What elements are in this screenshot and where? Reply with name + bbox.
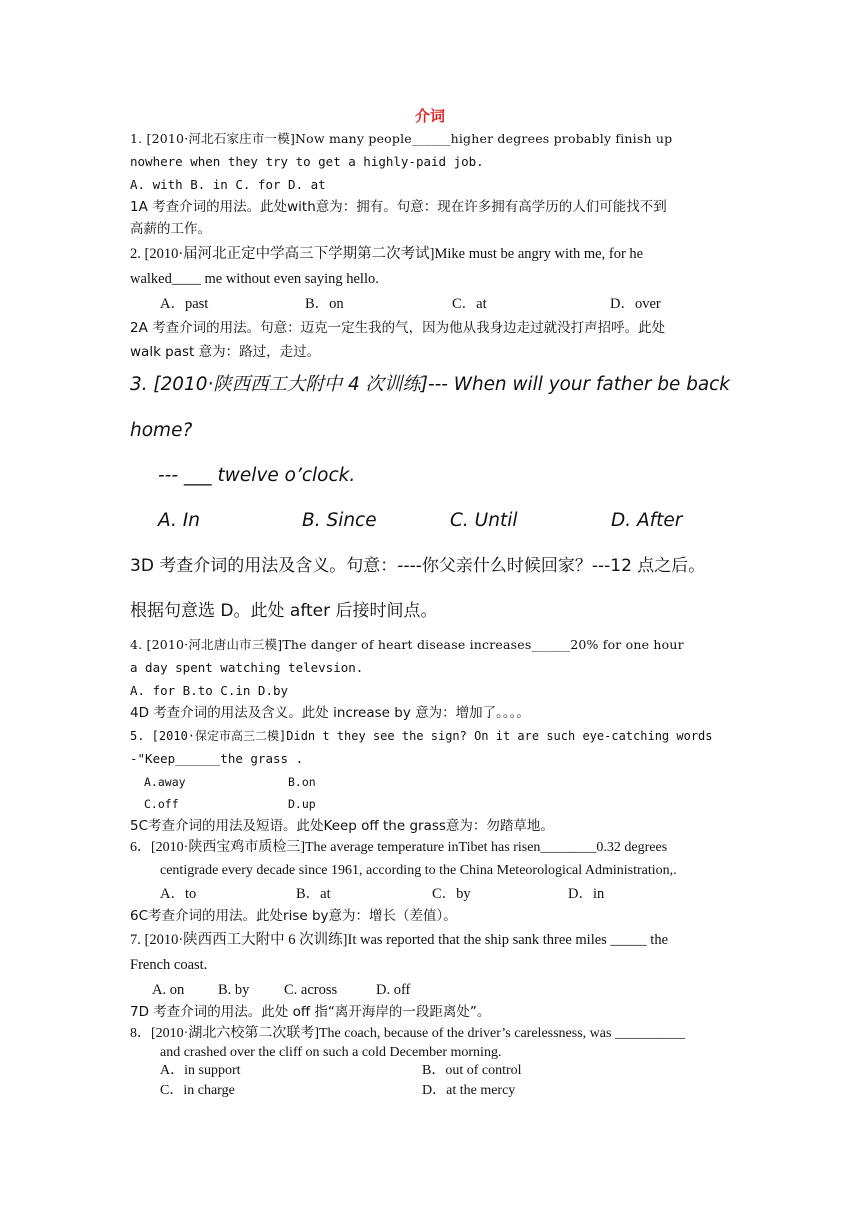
answer-2-line-2: walk past 意为：路过，走过。 [130,344,321,360]
question-1-line-1: 1. [2010·河北石家庄市一模]Now many people______higher degrees probably finish up [130,131,673,146]
question-6-option-b: B．at [296,886,331,902]
question-4-options: A. for B.to C.in D.by [130,683,289,698]
question-7-option-a: A. on [152,982,185,998]
question-2-option-d: D．over [610,296,661,312]
question-5-line-2: -"Keep______the grass . [130,751,304,766]
question-3-line-3: --- ___ twelve o’clock. [158,465,356,486]
question-1-line-2: nowhere when they try to get a highly-paid job. [130,154,484,169]
question-3-option-a: A. In [158,510,200,531]
question-2-line-2: walked____ me without even saying hello. [130,271,379,287]
answer-5: 5C考查介词的用法及短语。此处Keep off the grass意为：勿踏草地。 [130,818,554,834]
question-7-option-d: D. off [376,982,411,998]
question-1-options: A. with B. in C. for D. at [130,177,326,192]
question-6-option-a: A．to [160,886,197,902]
question-5-option-c: C.off [144,797,179,811]
answer-1-line-2: 高薪的工作。 [130,221,211,237]
answer-7: 7D 考查介词的用法。此处 off 指“离开海岸的一段距离处”。 [130,1004,491,1020]
question-8-option-b: B．out of control [422,1063,522,1078]
question-5-option-b: B.on [288,775,316,789]
question-5-line-1: 5. [2010·保定市高三二模]Didn t they see the sign? On it are such eye-catching words [130,729,713,743]
question-7-option-c: C. across [284,982,338,998]
answer-6: 6C考查介词的用法。此处rise by意为：增长（差值）。 [130,908,457,924]
answer-3-line-2: 根据句意选 D。此处 after 后接时间点。 [130,601,438,621]
question-3-line-2: home? [130,420,193,441]
question-7-option-b: B. by [218,982,250,998]
question-2-line-1: 2. [2010·届河北正定中学高三下学期第二次考试]Mike must be angry with me, for he [130,246,644,262]
question-3-line-1: 3. [2010·陕西西工大附中 4 次训练]--- When will your father be back [130,374,730,395]
question-5-option-a: A.away [144,775,186,789]
answer-3-line-1: 3D 考查介词的用法及含义。句意：----你父亲什么时候回家？---12 点之后。 [130,556,706,576]
question-7-line-2: French coast. [130,957,208,973]
question-8-option-d: D．at the mercy [422,1083,516,1098]
answer-1-line-1: 1A 考查介词的用法。此处with意为：拥有。句意：现在许多拥有高学历的人们可能找不到 [130,199,667,215]
page-title: 介词 [414,107,445,125]
question-2-option-a: A．past [160,296,209,312]
question-4-line-1: 4. [2010·河北唐山市三模]The danger of heart disease increases______20% for one hour [130,637,684,652]
question-6-option-d: D．in [568,886,605,902]
question-8-option-c: C．in charge [160,1083,235,1098]
question-2-option-b: B．on [305,296,344,312]
question-3-option-d: D. After [611,510,683,531]
question-5-option-d: D.up [288,797,316,811]
question-6-line-2: centigrade every decade since 1961, according to the China Meteorological Administration,. [160,863,677,878]
question-3-option-b: B. Since [302,510,377,531]
question-8-option-a: A．in support [160,1063,241,1078]
question-6-option-c: C．by [432,886,471,902]
answer-2-line-1: 2A 考查介词的用法。句意：迈克一定生我的气，因为他从我身边走过就没打声招呼。此处 [130,320,666,336]
question-8-line-1: 8．[2010·湖北六校第二次联考]The coach, because of the driver’s carelessness, was __________ [130,1026,685,1041]
question-7-line-1: 7. [2010·陕西西工大附中 6 次训练]It was reported that the ship sank three miles _____ the [130,932,669,948]
question-2-option-c: C．at [452,296,487,312]
question-3-option-c: C. Until [450,510,518,531]
question-4-line-2: a day spent watching televsion. [130,660,364,675]
question-6-line-1: 6．[2010·陕西宝鸡市质检三]The average temperature inTibet has risen________0.32 degrees [130,840,668,855]
answer-4: 4D 考查介词的用法及含义。此处 increase by 意为：增加了。。。。 [130,705,530,721]
question-8-line-2: and crashed over the cliff on such a cold December morning. [160,1045,502,1060]
